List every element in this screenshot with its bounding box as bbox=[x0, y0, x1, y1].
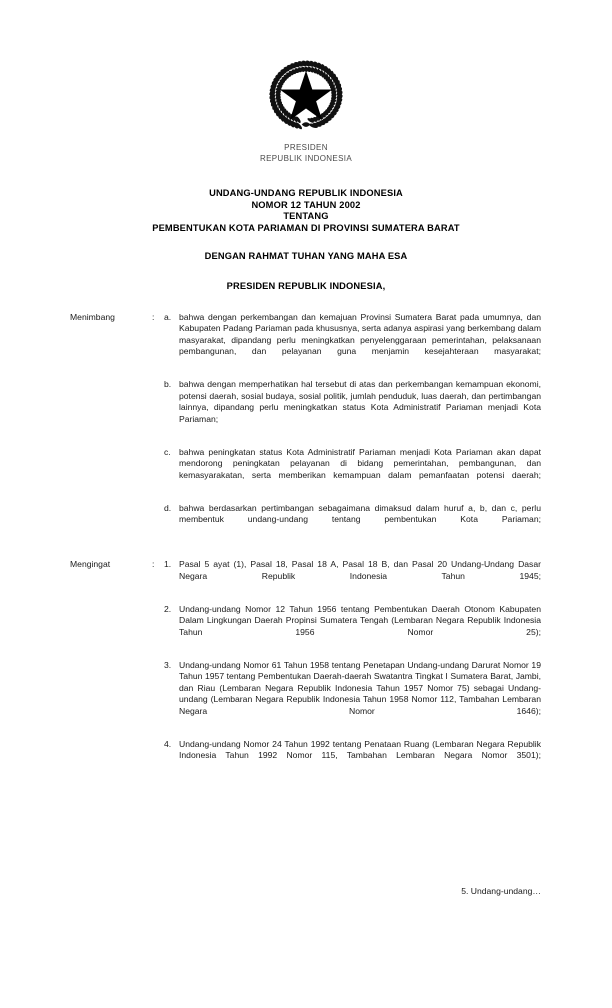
item-marker: b. bbox=[164, 379, 172, 390]
title-line-4: PEMBENTUKAN KOTA PARIAMAN DI PROVINSI SUMATERA BARAT bbox=[152, 222, 460, 233]
section-items-menimbang bbox=[164, 312, 612, 538]
emblem-caption-line-1: PRESIDEN bbox=[284, 143, 328, 152]
clause-item bbox=[164, 559, 541, 594]
item-text: Pasal 5 ayat (1), Pasal 18, Pasal 18 A, Pasal 18 B, dan Pasal 20 Undang-Undang Dasar Negara Republik Indonesia Tahun 1945; bbox=[179, 559, 541, 581]
section-label-menimbang: Menimbang bbox=[70, 311, 115, 322]
item-text: bahwa dengan memperhatikan hal tersebut di atas dan perkembangan kemampuan ekonomi, potensi daerah, sosial budaya, sosial politik, jumlah penduduk, luas daerah, dan pertimbangan lainnya, dipandang perlu meningkatkan status Kota Administratif Pariaman menjadi Kota Pariaman; bbox=[179, 379, 541, 424]
section-colon-mengingat: : bbox=[152, 559, 155, 570]
item-text: Undang-undang Nomor 61 Tahun 1958 tentang Penetapan Undang-undang Darurat Nomor 19 Tahun 1957 tentang Pembentukan Daerah-daerah Swatantra Tingkat I Sumatera Barat, Jambi, dan Riau (Lembaran Negara Republik Indonesia Tahun 1957 Nomor 75) sebagai Undang-undang (Lembaran Negara Republik Indonesia Tahun 1958 Nomor 112, Tambahan Lembaran Negara Nomor 1646); bbox=[179, 659, 541, 716]
item-text: Undang-undang Nomor 12 Tahun 1956 tentang Pembentukan Daerah Otonom Kabupaten Dalam Lingkungan Daerah Propinsi Sumatera Tengah (Lembaran Negara Republik Indonesia Tahun 1956 Nomor 25); bbox=[179, 603, 541, 637]
title-line-1: UNDANG-UNDANG REPUBLIK INDONESIA bbox=[209, 188, 403, 198]
clause-item bbox=[164, 660, 541, 729]
item-text: bahwa dengan perkembangan dan kemajuan Provinsi Sumatera Barat pada umumnya, dan Kabupaten Padang Pariaman pada khususnya, serta adanya aspirasi yang berkembang dalam masyarakat, dipandang perlu meningkatkan penyelenggaraan pemerintahan, pelaksanaan pembangunan, dan pelayanan guna menjamin kesejahteraan masyarakat; bbox=[179, 311, 541, 357]
clause-item bbox=[164, 447, 541, 493]
emblem-caption bbox=[0, 143, 612, 164]
section-colon-menimbang: : bbox=[152, 311, 155, 322]
item-marker: d. bbox=[164, 502, 172, 513]
section-menimbang bbox=[0, 312, 612, 538]
item-marker: 2. bbox=[164, 603, 172, 614]
section-mengingat bbox=[0, 559, 612, 773]
clause-item bbox=[164, 379, 541, 437]
emblem-block bbox=[0, 0, 612, 164]
clause-item bbox=[164, 312, 541, 370]
section-items-mengingat bbox=[164, 559, 612, 773]
president-heading: PRESIDEN REPUBLIK INDONESIA, bbox=[226, 280, 386, 291]
clause-item bbox=[164, 503, 541, 538]
item-marker: c. bbox=[164, 446, 171, 457]
section-label-mengingat: Mengingat bbox=[70, 559, 111, 570]
item-marker: 3. bbox=[164, 659, 172, 670]
clause-item bbox=[164, 604, 541, 650]
emblem-caption-line-2: REPUBLIK INDONESIA bbox=[259, 153, 353, 163]
document-subtitle: DENGAN RAHMAT TUHAN YANG MAHA ESA bbox=[204, 251, 408, 262]
page-catchword: 5. Undang-undang… bbox=[461, 886, 541, 896]
item-marker: 1. bbox=[164, 559, 172, 570]
clause-sections bbox=[0, 312, 612, 774]
clause-item bbox=[164, 739, 541, 774]
garuda-star-wreath-emblem bbox=[263, 52, 349, 138]
item-marker: 4. bbox=[164, 738, 172, 749]
title-line-2: NOMOR 12 TAHUN 2002 bbox=[251, 199, 361, 210]
item-text: bahwa peningkatan status Kota Administratif Pariaman menjadi Kota Pariaman akan dapat mendorong peningkatan pelayanan di bidang pemerintahan, pembangunan, dan kemasyarakatan, serta memberikan kemampuan dalam pemanfaatan potensi daerah; bbox=[179, 446, 541, 480]
item-text: bahwa berdasarkan pertimbangan sebagaimana dimaksud dalam huruf a, b, dan c, perlu membentuk undang-undang tentang pembentukan Kota Pariaman; bbox=[179, 502, 541, 525]
item-text: Undang-undang Nomor 24 Tahun 1992 tentang Penataan Ruang (Lembaran Negara Republik Indonesia Tahun 1992 Nomor 115, Tambahan Lembaran Negara Nomor 3501); bbox=[179, 738, 541, 761]
document-title bbox=[0, 188, 612, 234]
item-marker: a. bbox=[164, 311, 172, 322]
title-line-3: TENTANG bbox=[283, 211, 329, 222]
